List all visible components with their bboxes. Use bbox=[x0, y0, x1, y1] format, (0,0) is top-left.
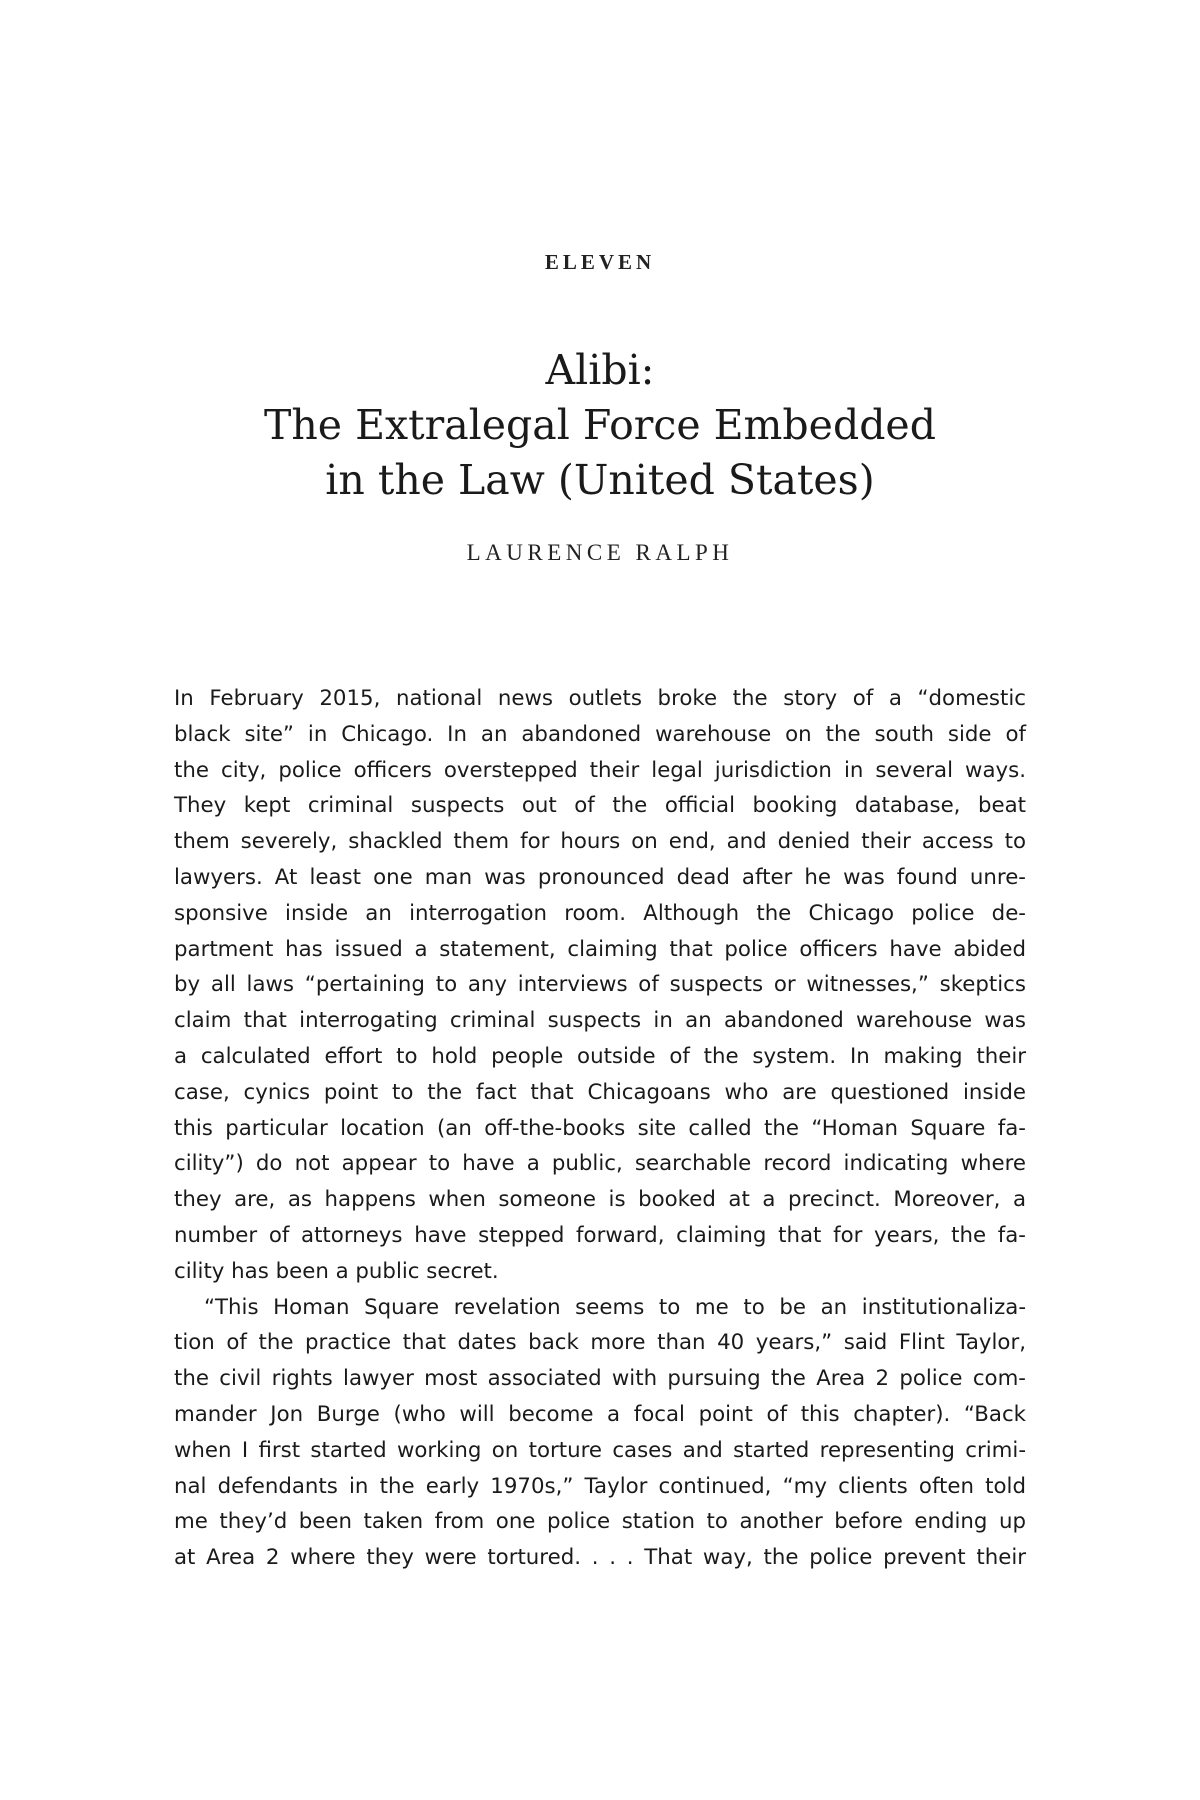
chapter-title-line: Alibi: bbox=[545, 346, 655, 394]
text-line: a calculated effort to hold people outside of the system. In making their bbox=[174, 1043, 1026, 1069]
text-line: them severely, shackled them for hours on end, and denied their access to bbox=[174, 829, 1026, 855]
text-line: tion of the practice that dates back more than 40 years,” said Flint Taylor, bbox=[174, 1330, 1026, 1356]
text-line: nal defendants in the early 1970s,” Taylor continued, “my clients often told bbox=[174, 1473, 1026, 1499]
text-line: partment has issued a statement, claiming that police officers have abided bbox=[174, 936, 1026, 962]
chapter-number: ELEVEN bbox=[544, 250, 656, 274]
text-line: black site” in Chicago. In an abandoned warehouse on the south side of bbox=[174, 721, 1026, 747]
text-line: by all laws “pertaining to any interviews of suspects or witnesses,” skeptics bbox=[174, 972, 1026, 998]
text-line: claim that interrogating criminal suspects in an abandoned warehouse was bbox=[174, 1008, 1026, 1034]
body-text bbox=[174, 681, 1026, 1576]
text-line: mander Jon Burge (who will become a focal point of this chapter). “Back bbox=[174, 1401, 1026, 1427]
text-line: when I first started working on torture cases and started representing crimi- bbox=[174, 1437, 1026, 1463]
text-line: sponsive inside an interrogation room. Although the Chicago police de- bbox=[174, 900, 1026, 926]
text-line: number of attorneys have stepped forward, claiming that for years, the fa- bbox=[174, 1222, 1026, 1248]
text-line: the civil rights lawyer most associated with pursuing the Area 2 police com- bbox=[174, 1366, 1026, 1392]
text-line: this particular location (an off-the-books site called the “Homan Square fa- bbox=[174, 1115, 1026, 1141]
text-line: cility”) do not appear to have a public, searchable record indicating where bbox=[174, 1151, 1026, 1177]
chapter-title-line: in the Law (United States) bbox=[325, 456, 875, 504]
text-line: case, cynics point to the fact that Chicagoans who are questioned inside bbox=[174, 1079, 1026, 1105]
chapter-author: LAURENCE RALPH bbox=[466, 540, 734, 565]
paragraph-1 bbox=[174, 681, 1026, 1290]
chapter-title bbox=[0, 343, 1200, 508]
text-line: they are, as happens when someone is booked at a precinct. Moreover, a bbox=[174, 1187, 1026, 1213]
text-line: me they’d been taken from one police station to another before ending up bbox=[174, 1509, 1026, 1535]
text-line: at Area 2 where they were tortured. . . . That way, the police prevent their bbox=[174, 1545, 1026, 1571]
text-line: the city, police officers overstepped their legal jurisdiction in several ways. bbox=[174, 757, 1026, 783]
chapter-title-line: The Extralegal Force Embedded bbox=[264, 401, 936, 449]
text-line: They kept criminal suspects out of the official booking database, beat bbox=[174, 793, 1026, 819]
text-line: cility has been a public secret. bbox=[174, 1258, 499, 1284]
text-line: “This Homan Square revelation seems to me to be an institutionaliza- bbox=[204, 1294, 1026, 1320]
text-line: lawyers. At least one man was pronounced dead after he was found unre- bbox=[174, 864, 1026, 890]
text-line: In February 2015, national news outlets broke the story of a “domestic bbox=[174, 686, 1026, 711]
paragraph-2 bbox=[174, 1290, 1026, 1576]
